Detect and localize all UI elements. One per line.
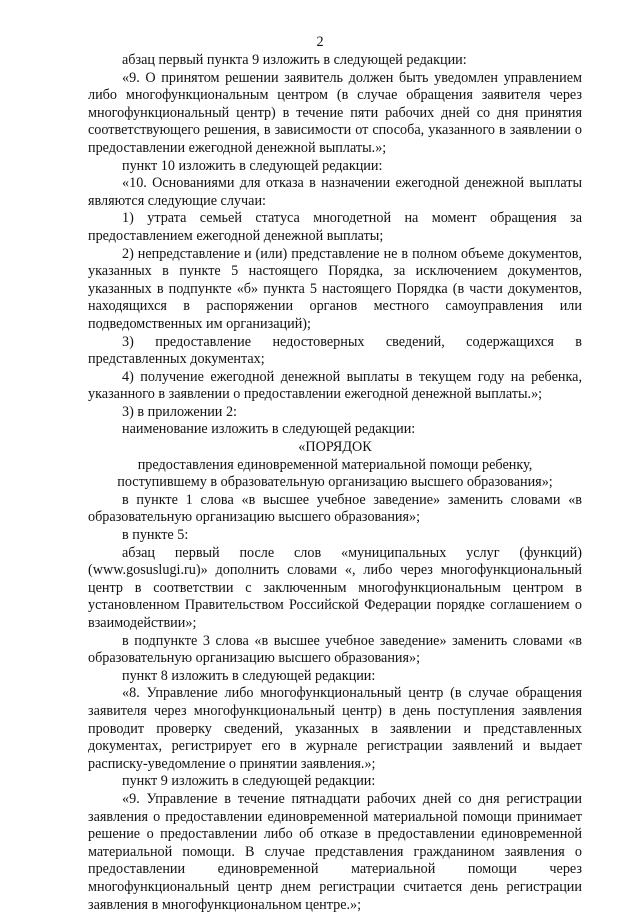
paragraph: 3) в приложении 2: (122, 403, 237, 420)
paragraph: пункт 9 изложить в следующей редакции: (122, 773, 376, 790)
paragraph: «9. Управление в течение пятнадцати рабочих дней со дня регистрации заявления о предоставлении единовременной материальной помощи принимает решение о предоставлении либо об отказе в предоставлении единовременной материальной помощи. В случае представления гражданином заявления о предоставлении единовременной материальной помощи через многофункциональный центр днем регистрации считается день регистрации заявления в многофункциональном центре.»; (88, 790, 582, 913)
page-number: 2 (316, 34, 324, 50)
centered-heading-line: предоставления единовременной материальной помощи ребенку, (137, 456, 533, 473)
paragraph: 4) получение ежегодной денежной выплаты в текущем году на ребенка, указанного в заявлении о предоставлении ежегодной денежной выплаты.»; (88, 368, 582, 403)
centered-heading-line: «ПОРЯДОК (298, 439, 372, 456)
paragraph: в подпункте 3 слова «в высшее учебное заведение» заменить словами «в образовательную организацию высшего образования»; (88, 632, 582, 667)
paragraph: «8. Управление либо многофункциональный центр (в случае обращения заявителя через многофункциональный центр) в день поступления заявления проводит проверку сведений, указанных в заявлении и представленных документах, регистрирует его в журнале регистрации заявлений и выдает расписку-уведомление о принятии заявления.»; (88, 685, 582, 772)
paragraph: абзац первый пункта 9 изложить в следующей редакции: (122, 52, 467, 68)
paragraph: «10. Основаниями для отказа в назначении ежегодной денежной выплаты являются следующие случаи: (88, 175, 582, 209)
paragraph: 3) предоставление недостоверных сведений, содержащихся в представленных документах; (88, 333, 582, 368)
paragraph: наименование изложить в следующей редакции: (122, 421, 416, 438)
paragraph: «9. О принятом решении заявитель должен быть уведомлен управлением либо многофункциональным центром (в случае обращения заявителя через многофункциональный центр) в течение пяти рабочих дней со дня принятия соответствующего решения, в зависимости от способа, указанного в заявлении о предоставлении ежегодной денежной выплаты.»; (88, 69, 582, 156)
paragraph: 1) утрата семьей статуса многодетной на момент обращения за предоставлением ежегодной денежной выплаты; (88, 210, 582, 244)
paragraph: пункт 8 изложить в следующей редакции: (122, 667, 376, 684)
paragraph: в пункте 1 слова «в высшее учебное заведение» заменить словами «в образовательную организацию высшего образования»; (88, 491, 582, 526)
paragraph: пункт 10 изложить в следующей редакции: (122, 157, 383, 174)
paragraph: 2) непредставление и (или) представление не в полном объеме документов, указанных в пункте 5 настоящего Порядка, за исключением документов, указанных в подпункте «б» пункта 5 настоящего Порядка (в части документов, находящихся в распоряжении органов местного самоуправления или подведомственных им организаций); (88, 245, 582, 332)
document-body (88, 52, 582, 914)
paragraph: в пункте 5: (122, 527, 189, 544)
centered-heading-line: поступившему в образовательную организацию высшего образования»; (117, 474, 553, 491)
paragraph: абзац первый после слов «муниципальных услуг (функций) (www.gosuslugi.ru)» дополнить словами «, либо через многофункциональный центр в соответствии с заключенным многофункциональным центром в установленном Правительством Российской Федерации порядке соглашением о взаимодействии»; (88, 544, 582, 631)
